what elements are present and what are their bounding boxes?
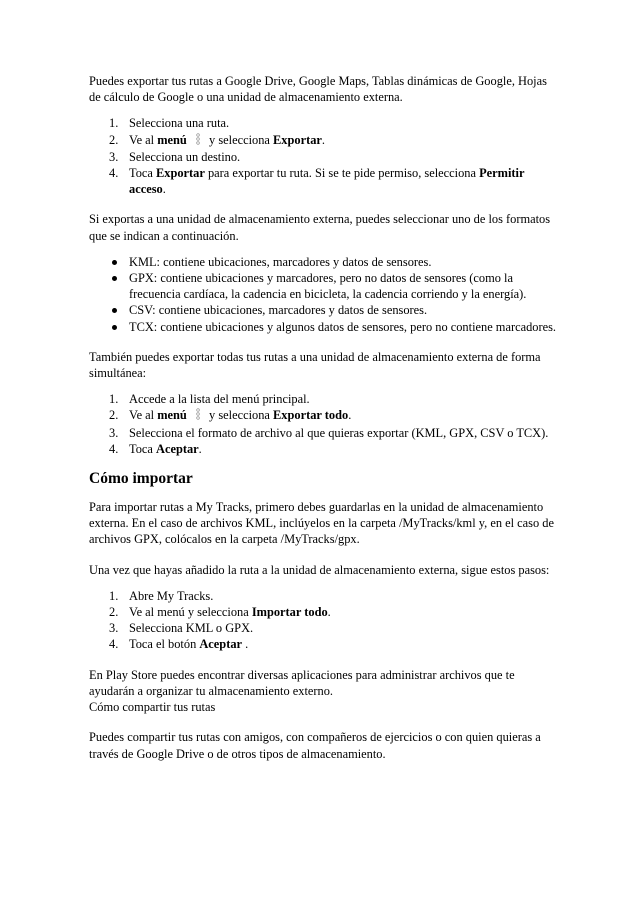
formats-list bbox=[89, 254, 559, 335]
list-item: 4. Toca Aceptar. bbox=[109, 441, 202, 456]
overflow-menu-icon bbox=[190, 133, 206, 149]
play-store-paragraph: En Play Store puedes encontrar diversas aplicaciones para administrar archivos que te ayudarán a organizar tu almacenamiento externo. bbox=[89, 667, 515, 698]
export-all-steps-list bbox=[89, 391, 559, 457]
list-item: 1. Selecciona una ruta. bbox=[109, 116, 230, 131]
list-item: 2. Ve al menú y selecciona Importar todo. bbox=[109, 605, 331, 620]
document-page bbox=[89, 73, 559, 762]
list-item: 3. Selecciona un destino. bbox=[109, 149, 241, 164]
share-subheading: Cómo compartir tus rutas bbox=[89, 700, 216, 715]
bullet-icon bbox=[112, 325, 117, 330]
list-item: 4. Toca el botón Aceptar . bbox=[109, 637, 249, 652]
bullet-icon bbox=[112, 308, 117, 313]
list-item: KML: contiene ubicaciones, marcadores y datos de sensores. bbox=[89, 254, 559, 270]
import-intro-paragraph: Para importar rutas a My Tracks, primero debes guardarlas en la unidad de almacenamiento externa. En el caso de archivos KML, inclúyelos en la carpeta /MyTracks/kml y, en el caso de archivos GPX, colócalos en la carpeta /MyTracks/gpx. bbox=[89, 500, 554, 547]
list-item: 1. Abre My Tracks. bbox=[109, 588, 214, 603]
list-item: 3. Selecciona KML o GPX. bbox=[109, 621, 254, 636]
overflow-menu-icon bbox=[190, 408, 206, 424]
list-item: 1. Accede a la lista del menú principal. bbox=[109, 392, 310, 407]
import-heading: Cómo importar bbox=[89, 470, 193, 488]
formats-intro-paragraph: Si exportas a una unidad de almacenamiento externa, puedes seleccionar uno de los formatos que se indican a continuación. bbox=[89, 212, 551, 243]
list-item: 3. Selecciona el formato de archivo al que quieras exportar (KML, GPX, CSV o TCX). bbox=[109, 425, 549, 440]
bullet-icon bbox=[112, 276, 117, 281]
import-steps-list bbox=[89, 588, 559, 653]
list-item: CSV: contiene ubicaciones, marcadores y datos de sensores. bbox=[89, 302, 559, 318]
export-steps-list bbox=[89, 115, 559, 197]
export-all-intro-paragraph: También puedes exportar todas tus rutas a una unidad de almacenamiento externa de forma simultánea: bbox=[89, 349, 541, 381]
bullet-icon bbox=[112, 260, 117, 265]
list-item: 2. Ve al menú y selecciona Exportar. bbox=[89, 132, 559, 149]
list-item: 4. Toca Exportar para exportar tu ruta. Si se te pide permiso, selecciona Permitir acceso. bbox=[109, 166, 525, 197]
share-paragraph: Puedes compartir tus rutas con amigos, con compañeros de ejercicios o con quien quieras a través de Google Drive o de otros tipos de almacenamiento. bbox=[89, 730, 541, 761]
import-steps-intro-paragraph: Una vez que hayas añadido la ruta a la unidad de almacenamiento externa, sigue estos pasos: bbox=[89, 562, 550, 577]
intro-paragraph: Puedes exportar tus rutas a Google Drive, Google Maps, Tablas dinámicas de Google, Hojas de cálculo de Google o una unidad de almacenamiento externa. bbox=[89, 74, 547, 105]
list-item: 2. Ve al menú y selecciona Exportar todo. bbox=[89, 407, 559, 424]
list-item: GPX: contiene ubicaciones y marcadores, pero no datos de sensores (como la frecuencia cardíaca, la cadencia en bicicleta, la cadencia corriendo y la energía). bbox=[89, 270, 559, 302]
list-item: TCX: contiene ubicaciones y algunos datos de sensores, pero no contiene marcadores. bbox=[89, 319, 559, 335]
